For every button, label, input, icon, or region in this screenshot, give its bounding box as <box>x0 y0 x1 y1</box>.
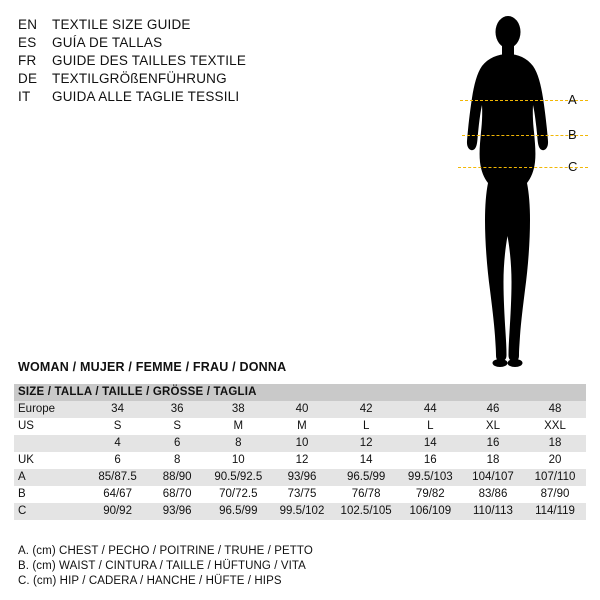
cell: 79/82 <box>399 486 462 503</box>
row-label-a: A <box>14 469 87 486</box>
table-row <box>14 486 586 503</box>
table-row <box>14 401 586 418</box>
table-caption: WOMAN / MUJER / FEMME / FRAU / DONNA <box>18 360 287 374</box>
cell: 10 <box>270 435 333 452</box>
cell: 85/87.5 <box>87 469 148 486</box>
size-table <box>14 384 586 520</box>
cell: 48 <box>524 401 586 418</box>
cell: 96.5/99 <box>206 503 270 520</box>
cell: 96.5/99 <box>334 469 399 486</box>
measure-label-b: B <box>568 127 577 142</box>
language-row-es <box>18 34 318 52</box>
language-text-fr: GUIDE DES TAILLES TEXTILE <box>52 53 247 68</box>
language-row-fr <box>18 52 318 70</box>
row-label-us-numeric <box>14 435 87 452</box>
language-code-fr: FR <box>18 53 37 68</box>
cell: 20 <box>524 452 586 469</box>
measure-label-c: C <box>568 159 578 174</box>
row-label-uk: UK <box>14 452 87 469</box>
table-header-label: SIZE / TALLA / TAILLE / GRÖSSE / TAGLIA <box>14 384 586 401</box>
cell: 107/110 <box>524 469 586 486</box>
cell: 36 <box>148 401 206 418</box>
cell: 110/113 <box>462 503 524 520</box>
language-title-block <box>18 16 318 106</box>
language-row-it <box>18 88 318 106</box>
language-text-it: GUIDA ALLE TAGLIE TESSILI <box>52 89 240 104</box>
cell: L <box>334 418 399 435</box>
table-row <box>14 452 586 469</box>
cell: 42 <box>334 401 399 418</box>
table-header-row <box>14 384 586 401</box>
table-row <box>14 435 586 452</box>
cell: 18 <box>462 452 524 469</box>
cell: 16 <box>399 452 462 469</box>
table-row <box>14 418 586 435</box>
cell: 44 <box>399 401 462 418</box>
language-text-en: TEXTILE SIZE GUIDE <box>52 17 191 32</box>
cell: 12 <box>334 435 399 452</box>
cell: 6 <box>87 452 148 469</box>
cell: S <box>148 418 206 435</box>
cell: 73/75 <box>270 486 333 503</box>
language-row-de <box>18 70 318 88</box>
cell: 88/90 <box>148 469 206 486</box>
cell: 93/96 <box>148 503 206 520</box>
cell: 87/90 <box>524 486 586 503</box>
cell: 18 <box>524 435 586 452</box>
cell: 10 <box>206 452 270 469</box>
measurement-legend <box>18 544 578 589</box>
cell: 106/109 <box>399 503 462 520</box>
row-label-us: US <box>14 418 87 435</box>
cell: 90.5/92.5 <box>206 469 270 486</box>
cell: 14 <box>334 452 399 469</box>
female-silhouette-figure <box>430 10 590 370</box>
cell: 38 <box>206 401 270 418</box>
cell: 14 <box>399 435 462 452</box>
cell: 46 <box>462 401 524 418</box>
table-row <box>14 469 586 486</box>
cell: 64/67 <box>87 486 148 503</box>
cell: 83/86 <box>462 486 524 503</box>
size-table-wrapper <box>14 384 586 520</box>
cell: 70/72.5 <box>206 486 270 503</box>
cell: 68/70 <box>148 486 206 503</box>
cell: 114/119 <box>524 503 586 520</box>
legend-row-b: B. (cm) WAIST / CINTURA / TAILLE / HÜFTUNG / VITA <box>18 560 306 572</box>
cell: 93/96 <box>270 469 333 486</box>
legend-row-c: C. (cm) HIP / CADERA / HANCHE / HÜFTE / HIPS <box>18 575 282 587</box>
row-label-europe: Europe <box>14 401 87 418</box>
language-code-en: EN <box>18 17 38 32</box>
silhouette-icon <box>430 10 590 370</box>
legend-row-a: A. (cm) CHEST / PECHO / POITRINE / TRUHE / PETTO <box>18 545 313 557</box>
cell: 12 <box>270 452 333 469</box>
cell: 4 <box>87 435 148 452</box>
cell: 90/92 <box>87 503 148 520</box>
cell: S <box>87 418 148 435</box>
language-text-de: TEXTILGRÖßENFÜHRUNG <box>52 71 227 86</box>
cell: 102.5/105 <box>334 503 399 520</box>
language-code-it: IT <box>18 89 31 104</box>
cell: 99.5/102 <box>270 503 333 520</box>
cell: 99.5/103 <box>399 469 462 486</box>
cell: 8 <box>148 452 206 469</box>
cell: L <box>399 418 462 435</box>
cell: 104/107 <box>462 469 524 486</box>
cell: 6 <box>148 435 206 452</box>
cell: XL <box>462 418 524 435</box>
language-code-es: ES <box>18 35 37 50</box>
cell: 76/78 <box>334 486 399 503</box>
cell: M <box>270 418 333 435</box>
row-label-c: C <box>14 503 87 520</box>
cell: 8 <box>206 435 270 452</box>
cell: 16 <box>462 435 524 452</box>
cell: XXL <box>524 418 586 435</box>
language-text-es: GUÍA DE TALLAS <box>52 35 163 50</box>
row-label-b: B <box>14 486 87 503</box>
cell: 40 <box>270 401 333 418</box>
language-code-de: DE <box>18 71 38 86</box>
language-row-en <box>18 16 318 34</box>
cell: 34 <box>87 401 148 418</box>
table-row <box>14 503 586 520</box>
cell: M <box>206 418 270 435</box>
measure-label-a: A <box>568 92 577 107</box>
